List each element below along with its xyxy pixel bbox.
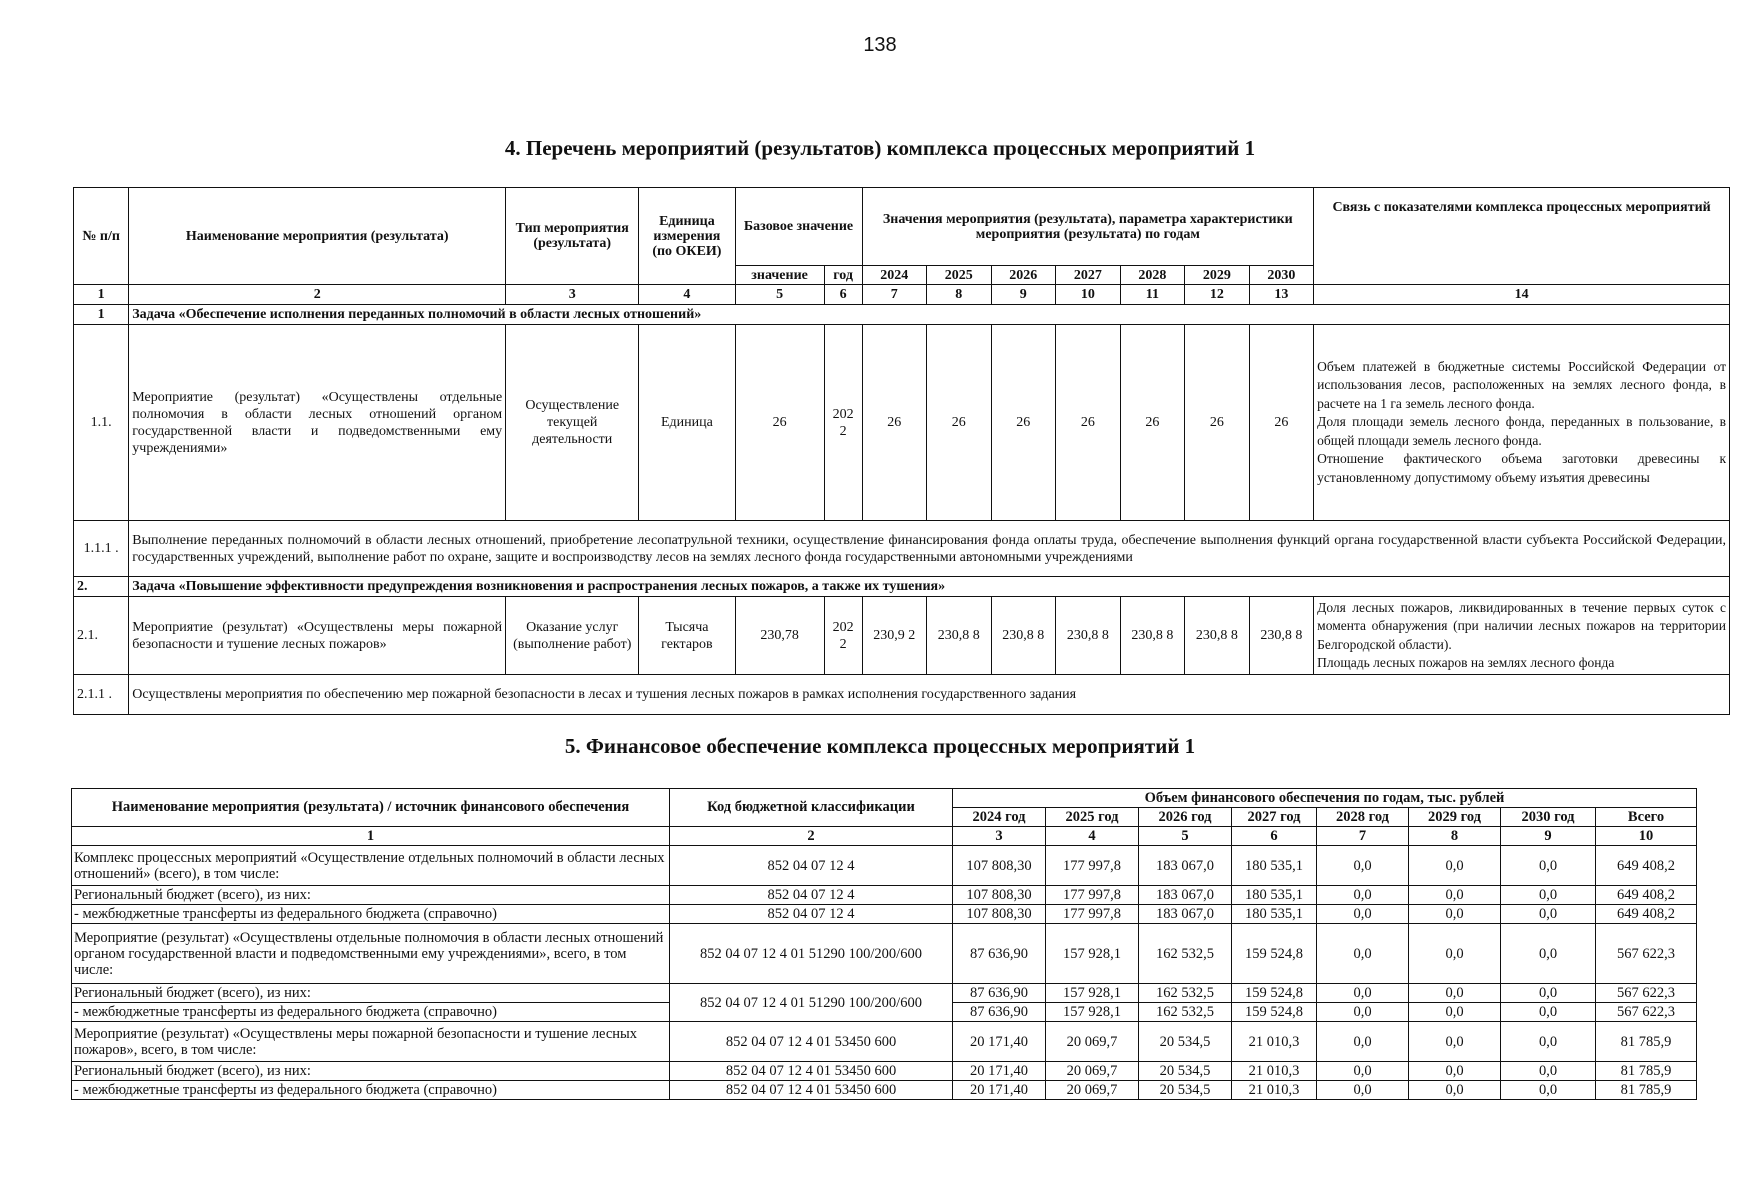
fin-code: 852 04 07 12 4 [670,886,953,905]
fin-value: 0,0 [1317,1003,1409,1022]
finance-row [72,886,1697,905]
finance-row [72,924,1697,984]
col-number: 10 [1056,285,1121,305]
fin-value: 20 171,40 [953,1022,1046,1062]
fin-name: - межбюджетные трансферты из федерального бюджета (справочно) [72,905,670,924]
fin-value: 0,0 [1409,905,1501,924]
fin-value: 107 808,30 [953,905,1046,924]
event-value: 230,9 2 [862,597,927,675]
page-number: 138 [863,34,897,56]
header-year: 2025 [927,266,992,285]
event-value: 230,8 8 [1056,597,1121,675]
fin-header-year: 2030 год [1501,808,1596,827]
fin-value: 21 010,3 [1232,1022,1317,1062]
fin-col-number: 5 [1139,827,1232,846]
event-value: 230,8 8 [1120,597,1185,675]
fin-header-year: 2027 год [1232,808,1317,827]
fin-header-total: Всего [1596,808,1697,827]
col-number: 5 [735,285,824,305]
fin-total: 81 785,9 [1596,1081,1697,1100]
fin-value: 0,0 [1317,886,1409,905]
header-year: 2028 [1120,266,1185,285]
header-year: 2029 [1185,266,1250,285]
fin-value: 0,0 [1501,905,1596,924]
fin-value: 0,0 [1501,1003,1596,1022]
finance-row [72,1022,1697,1062]
fin-value: 159 524,8 [1232,1003,1317,1022]
fin-value: 0,0 [1409,886,1501,905]
event-row [74,325,1730,521]
event-value: 26 [1249,325,1314,521]
fin-header-code: Код бюджетной классификации [670,789,953,827]
fin-header-name: Наименование мероприятия (результата) / источник финансового обеспечения [72,789,670,827]
fin-value: 183 067,0 [1139,846,1232,886]
fin-col-number: 7 [1317,827,1409,846]
subevent-num: 1.1.1 . [74,521,129,577]
finance-row [72,846,1697,886]
fin-value: 177 997,8 [1046,905,1139,924]
col-number: 11 [1120,285,1185,305]
col-number: 2 [129,285,506,305]
fin-value: 20 069,7 [1046,1022,1139,1062]
event-base-year: 202 2 [824,325,862,521]
section4-title: 4. Перечень мероприятий (результатов) комплекса процессных мероприятий 1 [504,136,1256,160]
task-row [74,577,1730,597]
fin-value: 87 636,90 [953,984,1046,1003]
header-link: Связь с показателями комплекса процессных мероприятий [1314,188,1730,285]
fin-value: 0,0 [1501,1022,1596,1062]
col-number: 7 [862,285,927,305]
fin-code: 852 04 07 12 4 [670,905,953,924]
finance-row [72,905,1697,924]
subevent-num: 2.1.1 . [74,675,129,715]
link-indicator: Объем платежей в бюджетные системы Российской Федерации от использования лесов, расположенных на землях лесного фонда, в расчете на 1 га земель лесного фонда. [1317,358,1726,411]
fin-value: 177 997,8 [1046,886,1139,905]
fin-value: 177 997,8 [1046,846,1139,886]
event-base-value: 26 [735,325,824,521]
header-name: Наименование мероприятия (результата) [129,188,506,285]
event-type: Оказание услуг (выполнение работ) [506,597,639,675]
fin-value: 183 067,0 [1139,905,1232,924]
event-name: Мероприятие (результат) «Осуществлены отдельные полномочия в области лесных отношений органом государственной власти и подведомственными ему учреждениями» [129,325,506,521]
fin-value: 21 010,3 [1232,1081,1317,1100]
fin-col-number: 9 [1501,827,1596,846]
fin-code: 852 04 07 12 4 01 51290 100/200/600 [670,984,953,1022]
event-value: 230,8 8 [1185,597,1250,675]
col-number: 14 [1314,285,1730,305]
subevent-text: Выполнение переданных полномочий в области лесных отношений, приобретение лесопатрульной техники, осуществление финансирования фонда оплаты труда, обеспечение выполнения функций органа государственной власти субъекта Российской Федерации, государственных учреждений, выполнение работ по охране, защите и воспроизводству лесов на землях лесного фонда государственными автономными учреждениями [129,521,1730,577]
fin-value: 183 067,0 [1139,886,1232,905]
header-year: 2030 [1249,266,1314,285]
fin-value: 20 069,7 [1046,1062,1139,1081]
link-indicator: Площадь лесных пожаров на землях лесного фонда [1317,655,1615,670]
fin-code: 852 04 07 12 4 01 51290 100/200/600 [670,924,953,984]
fin-col-number: 10 [1596,827,1697,846]
finance-row [72,1081,1697,1100]
fin-value: 0,0 [1317,1081,1409,1100]
event-value: 26 [927,325,992,521]
fin-name: Комплекс процессных мероприятий «Осуществление отдельных полномочий в области лесных отношений» (всего), в том числе: [72,846,670,886]
event-link [1314,325,1730,521]
header-unit: Единица измерения (по ОКЕИ) [639,188,735,285]
link-indicator: Доля лесных пожаров, ликвидированных в течение первых суток с момента обнаружения (при наличии лесных пожаров на территории Белгородской области). [1317,599,1726,652]
fin-value: 107 808,30 [953,886,1046,905]
header-base: Базовое значение [735,188,862,266]
fin-header-year: 2029 год [1409,808,1501,827]
header-num: № п/п [74,188,129,285]
fin-value: 0,0 [1501,924,1596,984]
event-unit: Единица [639,325,735,521]
finance-row [72,1062,1697,1081]
fin-col-number: 3 [953,827,1046,846]
fin-value: 162 532,5 [1139,924,1232,984]
fin-header-year: 2028 год [1317,808,1409,827]
fin-total: 567 622,3 [1596,984,1697,1003]
fin-value: 20 534,5 [1139,1062,1232,1081]
section5-title: 5. Финансовое обеспечение комплекса процессных мероприятий 1 [564,734,1196,758]
fin-name: - межбюджетные трансферты из федерального бюджета (справочно) [72,1081,670,1100]
header-values-group: Значения мероприятия (результата), параметра характеристики мероприятия (результата) по годам [862,188,1314,266]
subevent-text: Осуществлены мероприятия по обеспечению мер пожарной безопасности в лесах и тушения лесных пожаров в рамках исполнения государственного задания [129,675,1730,715]
fin-name: Региональный бюджет (всего), из них: [72,984,670,1003]
fin-header-volume: Объем финансового обеспечения по годам, тыс. рублей [953,789,1697,808]
event-num: 1.1. [74,325,129,521]
col-number: 1 [74,285,129,305]
fin-value: 0,0 [1409,1003,1501,1022]
fin-value: 0,0 [1501,984,1596,1003]
fin-name: Мероприятие (результат) «Осуществлены меры пожарной безопасности и тушение лесных пожаров», всего, в том числе: [72,1022,670,1062]
fin-value: 87 636,90 [953,924,1046,984]
header-year: 2026 [991,266,1056,285]
col-number: 4 [639,285,735,305]
event-value: 26 [1185,325,1250,521]
header-year: 2027 [1056,266,1121,285]
event-value: 26 [862,325,927,521]
fin-col-number: 6 [1232,827,1317,846]
fin-name: Мероприятие (результат) «Осуществлены отдельные полномочия в области лесных отношений органом государственной власти и подведомственными ему учреждениями», всего, в том числе: [72,924,670,984]
fin-value: 0,0 [1409,1022,1501,1062]
fin-value: 0,0 [1501,1062,1596,1081]
finance-row [72,984,1697,1003]
fin-value: 0,0 [1501,1081,1596,1100]
task-row [74,305,1730,325]
fin-total: 649 408,2 [1596,905,1697,924]
fin-value: 180 535,1 [1232,905,1317,924]
event-value: 26 [991,325,1056,521]
fin-value: 157 928,1 [1046,924,1139,984]
fin-value: 162 532,5 [1139,1003,1232,1022]
fin-total: 567 622,3 [1596,924,1697,984]
event-base-value: 230,78 [735,597,824,675]
fin-code: 852 04 07 12 4 01 53450 600 [670,1022,953,1062]
col-number: 9 [991,285,1056,305]
fin-header-year: 2025 год [1046,808,1139,827]
link-indicator: Отношение фактического объема заготовки древесины к установленному допустимому объему изъятия древесины [1317,451,1726,485]
fin-code: 852 04 07 12 4 01 53450 600 [670,1081,953,1100]
fin-total: 567 622,3 [1596,1003,1697,1022]
event-value: 230,8 8 [1249,597,1314,675]
event-base-year: 202 2 [824,597,862,675]
link-indicator: Доля площади земель лесного фонда, переданных в пользование, в общей площади земель лесного фонда. [1317,414,1726,448]
fin-value: 0,0 [1317,924,1409,984]
fin-col-number: 8 [1409,827,1501,846]
fin-value: 20 534,5 [1139,1022,1232,1062]
header-type: Тип мероприятия (результата) [506,188,639,285]
event-value: 26 [1056,325,1121,521]
subevent-row [74,521,1730,577]
event-num: 2.1. [74,597,129,675]
fin-name: - межбюджетные трансферты из федерального бюджета (справочно) [72,1003,670,1022]
fin-header-year: 2024 год [953,808,1046,827]
fin-value: 0,0 [1409,846,1501,886]
fin-value: 0,0 [1409,924,1501,984]
event-link [1314,597,1730,675]
event-value: 230,8 8 [927,597,992,675]
fin-code: 852 04 07 12 4 [670,846,953,886]
fin-total: 81 785,9 [1596,1062,1697,1081]
event-name: Мероприятие (результат) «Осуществлены меры пожарной безопасности и тушение лесных пожаров» [129,597,506,675]
event-value: 230,8 8 [991,597,1056,675]
header-base-year: год [824,266,862,285]
event-type: Осуществление текущей деятельности [506,325,639,521]
fin-value: 157 928,1 [1046,984,1139,1003]
fin-value: 0,0 [1317,984,1409,1003]
fin-value: 20 171,40 [953,1081,1046,1100]
fin-value: 0,0 [1501,886,1596,905]
fin-value: 162 532,5 [1139,984,1232,1003]
fin-value: 20 171,40 [953,1062,1046,1081]
col-number: 8 [927,285,992,305]
header-year: 2024 [862,266,927,285]
task-num: 1 [74,305,129,325]
event-value: 26 [1120,325,1185,521]
task-text: Задача «Обеспечение исполнения переданных полномочий в области лесных отношений» [129,305,1730,325]
fin-value: 0,0 [1317,1062,1409,1081]
col-number: 3 [506,285,639,305]
fin-value: 107 808,30 [953,846,1046,886]
fin-value: 0,0 [1409,984,1501,1003]
fin-value: 0,0 [1409,1062,1501,1081]
fin-total: 81 785,9 [1596,1022,1697,1062]
fin-value: 159 524,8 [1232,984,1317,1003]
fin-header-year: 2026 год [1139,808,1232,827]
fin-value: 20 534,5 [1139,1081,1232,1100]
fin-value: 0,0 [1317,905,1409,924]
subevent-row [74,675,1730,715]
fin-col-number: 4 [1046,827,1139,846]
fin-value: 0,0 [1317,846,1409,886]
fin-col-number: 2 [670,827,953,846]
fin-value: 0,0 [1501,846,1596,886]
event-unit: Тысяча гектаров [639,597,735,675]
task-num: 2. [74,577,129,597]
col-number: 13 [1249,285,1314,305]
col-number: 12 [1185,285,1250,305]
events-table [73,187,1730,715]
finance-table [71,788,1697,1100]
event-row [74,597,1730,675]
fin-value: 21 010,3 [1232,1062,1317,1081]
fin-col-number: 1 [72,827,670,846]
fin-value: 157 928,1 [1046,1003,1139,1022]
task-text: Задача «Повышение эффективности предупреждения возникновения и распространения лесных пожаров, а также их тушения» [129,577,1730,597]
fin-value: 87 636,90 [953,1003,1046,1022]
col-number: 6 [824,285,862,305]
fin-value: 0,0 [1409,1081,1501,1100]
fin-code: 852 04 07 12 4 01 53450 600 [670,1062,953,1081]
fin-total: 649 408,2 [1596,886,1697,905]
fin-value: 0,0 [1317,1022,1409,1062]
fin-value: 159 524,8 [1232,924,1317,984]
fin-name: Региональный бюджет (всего), из них: [72,1062,670,1081]
fin-value: 180 535,1 [1232,886,1317,905]
fin-value: 20 069,7 [1046,1081,1139,1100]
header-base-value: значение [735,266,824,285]
fin-name: Региональный бюджет (всего), из них: [72,886,670,905]
fin-value: 180 535,1 [1232,846,1317,886]
fin-total: 649 408,2 [1596,846,1697,886]
